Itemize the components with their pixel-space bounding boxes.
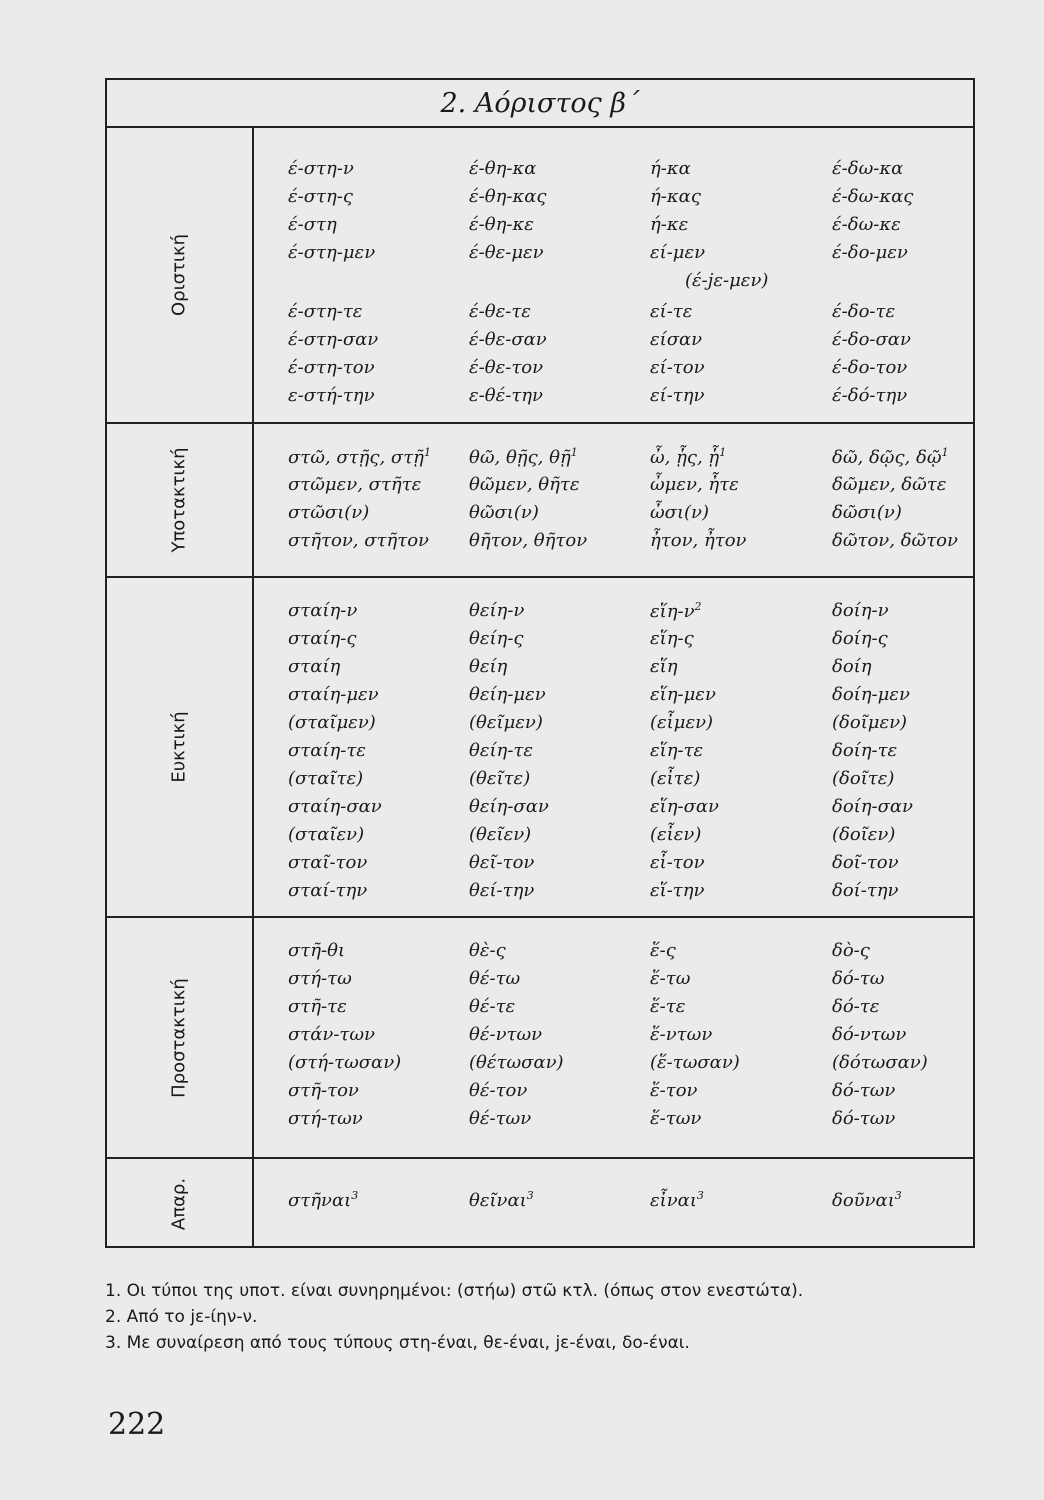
form: εί-μεν: [650, 242, 706, 263]
form: έ-στη-ς: [288, 186, 353, 207]
form: δό-τω: [832, 968, 885, 989]
form: θέ-τον: [469, 1080, 528, 1101]
form: θῆτον, θῆτον: [469, 530, 588, 551]
form: εί-τον: [650, 357, 705, 378]
form: στῆ-τον: [288, 1080, 359, 1101]
form: έ-δο-τε: [832, 301, 896, 322]
label-cell-oristiki: [107, 128, 252, 422]
form: δό-ντων: [832, 1024, 907, 1045]
form: δὸ-ς: [832, 940, 870, 961]
form: στῶμεν, στῆτε: [288, 474, 422, 495]
form: σταῖ-τον: [288, 852, 368, 873]
label-cell-prostaktiki: [107, 918, 252, 1157]
footnote-1: 1. Οι τύποι της υποτ. είναι συνηρημένοι: (στήω) στῶ κτλ. (όπως στον ενεστώτα).: [105, 1281, 804, 1301]
form: (δοῖμεν): [832, 712, 908, 733]
page-number: 222: [108, 1407, 166, 1442]
form: έ-θε-σαν: [469, 329, 547, 350]
form: δοί-την: [832, 880, 899, 901]
conjugation-table: [105, 78, 975, 1248]
form: σταί-την: [288, 880, 368, 901]
footnote-mark: 3: [526, 1189, 534, 1202]
form: (εἶμεν): [650, 712, 714, 733]
form: (θεῖεν): [469, 824, 532, 845]
form: (σταῖμεν): [288, 712, 376, 733]
form: έ-θη-κα: [469, 158, 537, 179]
footnote-mark: 1: [719, 446, 727, 459]
form: ε-στή-την: [288, 385, 375, 406]
form: θεῖναι$^3$: [469, 1189, 534, 1211]
form: ὦσι(ν): [650, 502, 710, 523]
form: εἵη-τε: [650, 740, 704, 761]
mood-label-aparemfato: Απαρ.: [168, 1177, 190, 1230]
form: δῶμεν, δῶτε: [832, 474, 947, 495]
form: ἕ-ντων: [650, 1024, 713, 1045]
form: στῶ, στῇς, στῇ$^1$: [288, 446, 431, 468]
form: (σταῖεν): [288, 824, 365, 845]
form: έ-στη-ν: [288, 158, 354, 179]
footnote-mark: 3: [351, 1189, 359, 1202]
form: δοίη: [832, 656, 872, 677]
section-ypotaktiki: [107, 424, 973, 578]
form: σταίη: [288, 656, 341, 677]
form: δοίη-ς: [832, 628, 888, 649]
form: σταίη-τε: [288, 740, 366, 761]
form: θέ-ντων: [469, 1024, 543, 1045]
form: (εἶεν): [650, 824, 702, 845]
form: ἕ-των: [650, 1108, 702, 1129]
form: δοίη-μεν: [832, 684, 910, 705]
form: ὦμεν, ἦτε: [650, 474, 739, 495]
form: σταίη-σαν: [288, 796, 382, 817]
form: (θεῖμεν): [469, 712, 543, 733]
form: θεί-την: [469, 880, 535, 901]
section-efktiki: [107, 578, 973, 918]
form: είσαν: [650, 329, 703, 350]
form: θὲ-ς: [469, 940, 506, 961]
section-prostaktiki: [107, 918, 973, 1159]
form: (δοῖεν): [832, 824, 896, 845]
form: δό-των: [832, 1080, 896, 1101]
form: στή-των: [288, 1108, 363, 1129]
form: εί-τε: [650, 301, 693, 322]
form: έ-δό-την: [832, 385, 908, 406]
footnote-3: 3. Με συναίρεση από τους τύπους στη-έναι, θε-έναι, jε-έναι, δο-έναι.: [105, 1333, 690, 1353]
form: ἕ-ς: [650, 940, 676, 961]
form: έ-θη-κε: [469, 214, 534, 235]
form: έ-δω-κα: [832, 158, 904, 179]
form: έ-δω-κας: [832, 186, 914, 207]
form: (δοῖτε): [832, 768, 895, 789]
form: ή-κε: [650, 214, 689, 235]
form: θέ-τε: [469, 996, 516, 1017]
form: δῶσι(ν): [832, 502, 902, 523]
label-cell-ypotaktiki: [107, 424, 252, 576]
form: (θέτωσαν): [469, 1052, 564, 1073]
form: εἵη-$\nu^2$: [650, 600, 702, 622]
form: δοίη-ν: [832, 600, 889, 621]
label-cell-efktiki: [107, 578, 252, 916]
footnote-2: 2. Από το jε-ίην-ν.: [105, 1307, 258, 1327]
form-alt: (έ-jε-μεν): [685, 270, 769, 291]
form: ή-κα: [650, 158, 691, 179]
form: εἵη-ς: [650, 628, 694, 649]
form: θείη-μεν: [469, 684, 546, 705]
form: (σταῖτε): [288, 768, 364, 789]
section-aparemfato: [107, 1159, 973, 1248]
form: εἶναι$^3$: [650, 1189, 704, 1211]
form: θεῖ-τον: [469, 852, 535, 873]
form: στῆτον, στῆτον: [288, 530, 429, 551]
form: έ-δο-τον: [832, 357, 908, 378]
form: δοίη-τε: [832, 740, 898, 761]
form: (δότωσαν): [832, 1052, 928, 1073]
form: εἵη-μεν: [650, 684, 716, 705]
form: δῶτον, δῶτον: [832, 530, 958, 551]
label-cell-aparemfato: [107, 1159, 252, 1248]
form: σταίη-μεν: [288, 684, 379, 705]
form: θῶσι(ν): [469, 502, 539, 523]
form: θείη-σαν: [469, 796, 549, 817]
form: ή-κας: [650, 186, 701, 207]
form: έ-δω-κε: [832, 214, 901, 235]
footnotes: [105, 1278, 985, 1356]
footnote-mark: 1: [423, 446, 431, 459]
form: στῆ-θι: [288, 940, 346, 961]
form: στῶσι(ν): [288, 502, 370, 523]
form: εἵη-σαν: [650, 796, 719, 817]
form: δό-τε: [832, 996, 880, 1017]
form: δῶ, δῷς, δῷ$^1$: [832, 446, 949, 468]
form: έ-στη-σαν: [288, 329, 379, 350]
form: ὦ, ᾗς, ᾗ$^1$: [650, 446, 727, 468]
form: στή-τω: [288, 968, 352, 989]
form: (ἕ-τωσαν): [650, 1052, 740, 1073]
form: θείη-ς: [469, 628, 524, 649]
form: δοῖ-τον: [832, 852, 899, 873]
form: έ-στη: [288, 214, 337, 235]
mood-label-prostaktiki: Προστακτική: [168, 977, 190, 1098]
form: έ-θε-μεν: [469, 242, 544, 263]
form: έ-στη-τον: [288, 357, 375, 378]
form: θέ-των: [469, 1108, 532, 1129]
form: εἵη: [650, 656, 678, 677]
footnote-mark: 3: [894, 1189, 902, 1202]
form: εἶ-τον: [650, 852, 705, 873]
form: θέ-τω: [469, 968, 521, 989]
mood-label-ypotaktiki: Υποτακτική: [168, 447, 190, 553]
mood-label-oristiki: Οριστική: [168, 233, 190, 317]
form: δοῦναι$^3$: [832, 1189, 902, 1211]
form: (εἶτε): [650, 768, 701, 789]
form: ἕ-τω: [650, 968, 691, 989]
form: ἦτον, ἦτον: [650, 530, 747, 551]
form: σταίη-ς: [288, 628, 357, 649]
form: έ-θη-κας: [469, 186, 547, 207]
form: έ-θε-τε: [469, 301, 531, 322]
mood-label-efktiki: Ευκτική: [168, 711, 190, 783]
form: θείη-ν: [469, 600, 525, 621]
footnote-mark: 1: [941, 446, 949, 459]
form: (στή-τωσαν): [288, 1052, 402, 1073]
footnote-mark: 3: [696, 1189, 704, 1202]
form: σταίη-ν: [288, 600, 358, 621]
form: δοίη-σαν: [832, 796, 913, 817]
table-title: 2. Αόριστος β΄: [107, 80, 973, 128]
form: θῶ, θῇς, θῇ$^1$: [469, 446, 578, 468]
form: δό-των: [832, 1108, 896, 1129]
form: έ-δο-μεν: [832, 242, 908, 263]
footnote-mark: 1: [570, 446, 578, 459]
form: θείη-τε: [469, 740, 534, 761]
form: εί-την: [650, 385, 705, 406]
form: ἕ-τον: [650, 1080, 698, 1101]
form: ε-θέ-την: [469, 385, 544, 406]
form: (θεῖτε): [469, 768, 531, 789]
footnote-mark: 2: [694, 600, 702, 613]
form: θείη: [469, 656, 508, 677]
form: εἵ-την: [650, 880, 705, 901]
form: θῶμεν, θῆτε: [469, 474, 580, 495]
form: στῆ-τε: [288, 996, 347, 1017]
form: έ-δο-σαν: [832, 329, 911, 350]
form: έ-στη-μεν: [288, 242, 376, 263]
form: ἕ-τε: [650, 996, 686, 1017]
form: έ-στη-τε: [288, 301, 363, 322]
form: στάν-των: [288, 1024, 376, 1045]
section-oristiki: [107, 128, 973, 424]
form: έ-θε-τον: [469, 357, 544, 378]
form: στῆναι$^3$: [288, 1189, 359, 1211]
